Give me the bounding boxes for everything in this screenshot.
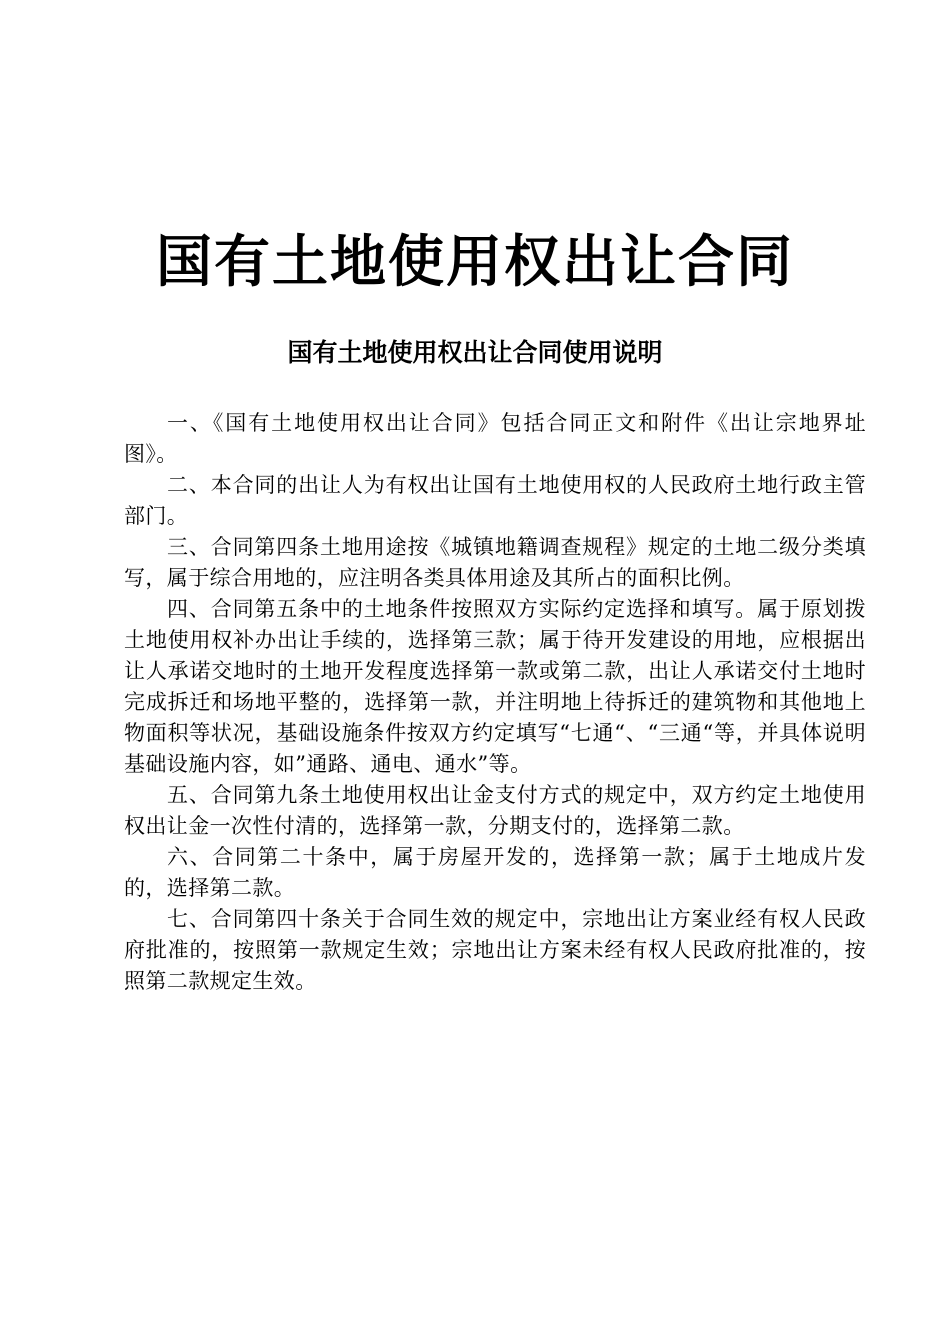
document-title: 国有土地使用权出让合同 [156,230,794,295]
document-subtitle: 国有土地使用权出让合同使用说明 [287,338,663,367]
instruction-paragraph-7: 七、合同第四十条关于合同生效的规定中，宗地出让方案业经有权人民政府批准的，按照第一款规定生效；宗地出让方案未经有权人民政府批准的，按照第二款规定生效。 [124,907,866,993]
instruction-paragraph-3: 三、合同第四条土地用途按《城镇地籍调查规程》规定的土地二级分类填写，属于综合用地的，应注明各类具体用途及其所占的面积比例。 [124,535,866,590]
instruction-paragraph-4: 四、合同第五条中的土地条件按照双方实际约定选择和填写。属于原划拨土地使用权补办出让手续的，选择第三款；属于待开发建设的用地，应根据出让人承诺交地时的土地开发程度选择第一款或第二款，出让人承诺交付土地时完成拆迁和场地平整的，选择第一款，并注明地上待拆迁的建筑物和其他地上物面积等状况，基础设施条件按双方约定填写“七通“、“三通“等，并具体说明基础设施内容，如”通路、通电、通水”等。 [124,597,866,776]
instructions-body [124,408,866,997]
instruction-paragraph-5: 五、合同第九条土地使用权出让金支付方式的规定中，双方约定土地使用权出让金一次性付清的，选择第一款，分期支付的，选择第二款。 [124,783,866,838]
instruction-paragraph-1: 一、《国有土地使用权出让合同》包括合同正文和附件《出让宗地界址图》。 [124,411,866,466]
instruction-paragraph-6: 六、合同第二十条中，属于房屋开发的，选择第一款；属于土地成片发的，选择第二款。 [124,845,866,900]
instruction-paragraph-2: 二、本合同的出让人为有权出让国有土地使用权的人民政府土地行政主管部门。 [124,473,866,528]
